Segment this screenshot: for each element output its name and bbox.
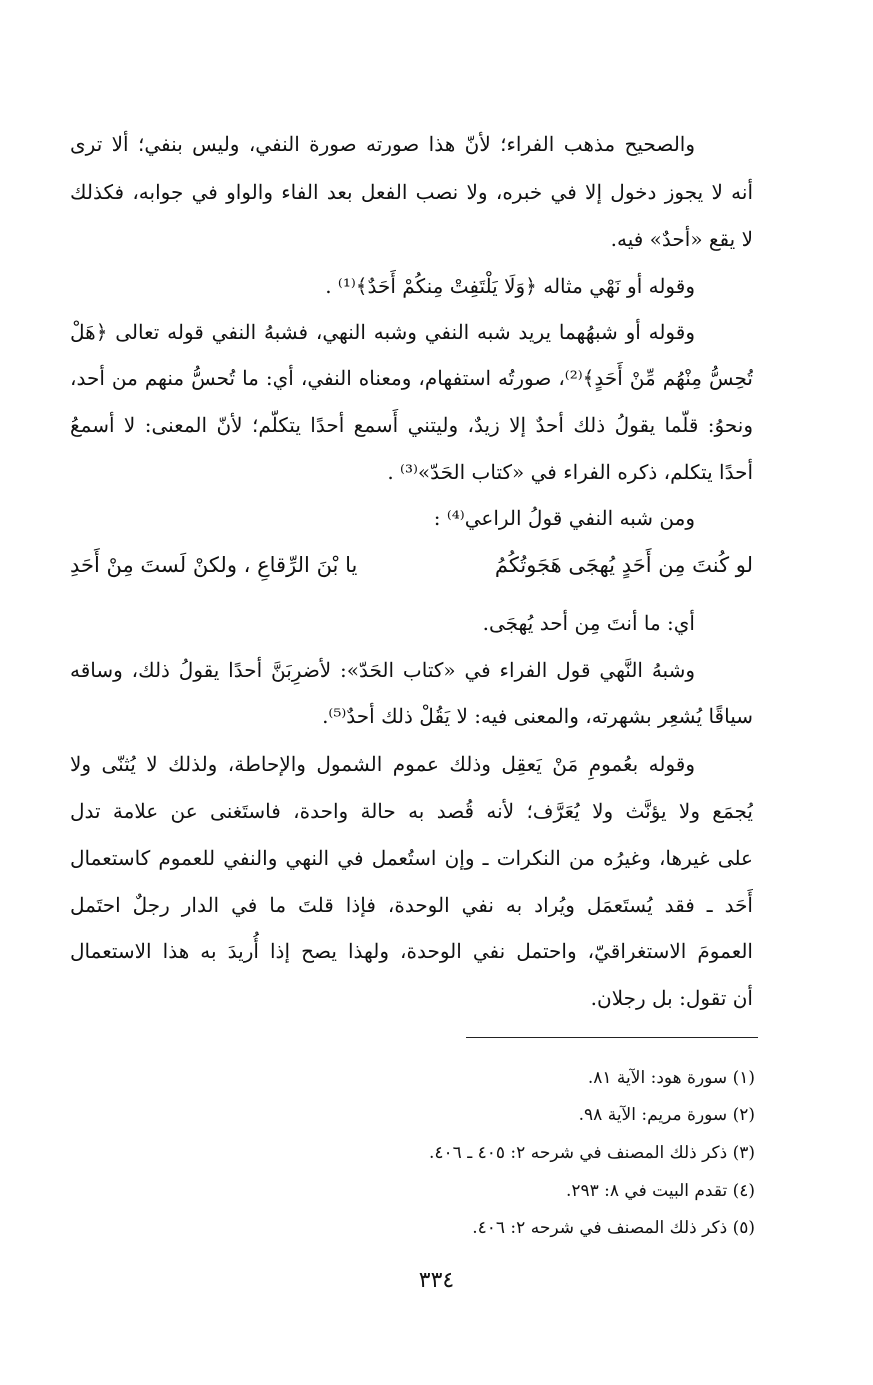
footnote: (٣) ذكر ذلك المصنف في شرحه ٢: ٤٠٥ ـ ٤٠٦. — [429, 1143, 755, 1163]
body-line: العمومَ الاستغراقيّ، واحتمل نفي الوحدة، ولهذا يصح إذا أُريدَ به هذا الاستعمال — [70, 939, 753, 963]
footnote: (١) سورة هود: الآية ٨١. — [587, 1068, 755, 1088]
body-line: على غيرها، وغيرُه من النكرات ـ وإن استُعمل في النهي والنفي للعموم كاستعمال — [70, 846, 753, 870]
body-line: سياقًا يُشعِر بشهرته، والمعنى فيه: لا يَقُلْ ذلك أحدٌ⁽⁵⁾. — [322, 704, 753, 728]
body-line: أي: ما أنتَ مِن أحد يُهجَى. — [482, 611, 695, 635]
body-line: وقوله أو نَهْي مثاله ﴿وَلَا يَلْتَفِتْ مِنكُمْ أَحَدٌ﴾⁽¹⁾ . — [325, 274, 695, 298]
body-line: وقوله أو شبهُهما يريد شبه النفي وشبه النهي، فشبهُ النفي قوله تعالى ﴿هَلْ — [70, 320, 695, 344]
footnote-divider — [466, 1037, 758, 1038]
footnote: (٥) ذكر ذلك المصنف في شرحه ٢: ٤٠٦. — [472, 1218, 755, 1238]
body-line: أحدًا يتكلم، ذكره الفراء في «كتاب الحَدّ»⁽³⁾ . — [387, 460, 753, 484]
body-line: أنه لا يجوز دخول إلا في خبره، ولا نصب الفعل بعد الفاء والواو في جوابه، فكذلك — [70, 180, 753, 204]
body-line: والصحيح مذهب الفراء؛ لأنّ هذا صورته صورة النفي، وليس بنفي؛ ألا ترى — [70, 132, 695, 156]
body-line: وشبهُ النَّهي قول الفراء في «كتاب الحَدّ»: لأضرِبَنَّ أحدًا يقولُ ذلك، وساقه — [70, 658, 695, 682]
body-line: ونحوُ: قلّما يقولُ ذلك أحدٌ إلا زيدٌ، وليتني أَسمع أحدًا يتكلّم؛ لأنّ المعنى: لا أسمعُ — [70, 413, 753, 437]
body-line: وقوله بعُمومِ مَنْ يَعقِل وذلك عموم الشمول والإحاطة، ولذلك لا يُثنّى ولا — [70, 752, 695, 776]
verse-hemistich-second: يا بْنَ الرِّقاعِ ، ولكنْ لَستَ مِنْ أَحَدِ — [70, 553, 358, 577]
body-line: لا يقع «أحدٌ» فيه. — [610, 227, 753, 251]
body-line: تُحِسُّ مِنْهُم مِّنْ أَحَدٍ﴾⁽²⁾، صورتُه استفهام، ومعناه النفي، أي: ما تُحسُّ منهم من أحد، — [70, 366, 753, 390]
body-line: يُجمَع ولا يؤنَّث ولا يُعَرَّف؛ لأنه قُصد به حالة واحدة، فاستَغنى عن علامة تدل — [70, 799, 753, 823]
body-line: أن تقول: بل رجلان. — [590, 986, 753, 1010]
footnote: (٢) سورة مريم: الآية ٩٨. — [578, 1105, 755, 1125]
page-number: ٣٣٤ — [418, 1268, 455, 1293]
body-line: أَحَد ـ فقد يُستَعمَل ويُراد به نفي الوحدة، فإذا قلتَ ما في الدار رجلٌ احتَمل — [70, 893, 753, 917]
verse-hemistich-first: لو كُنتَ مِن أَحَدٍ يُهجَى هَجَوتُكُمُ — [494, 553, 753, 577]
footnote: (٤) تقدم البيت في ٨: ٢٩٣. — [565, 1181, 755, 1201]
body-line: ومن شبه النفي قولُ الراعي⁽⁴⁾ : — [433, 506, 695, 530]
